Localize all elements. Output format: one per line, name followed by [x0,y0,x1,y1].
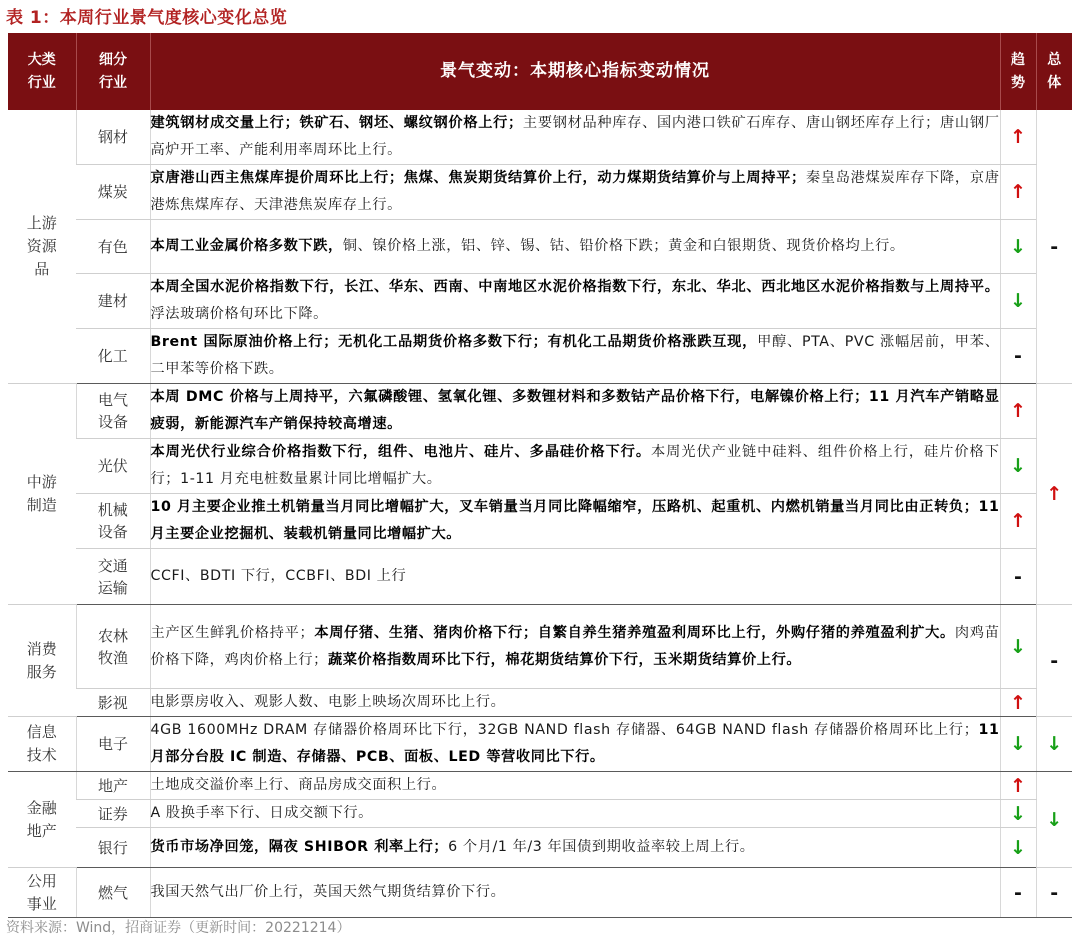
sub-industry-label: 交通 运输 [97,556,128,597]
sub-industry-cell [76,384,150,439]
table-body [8,110,1072,918]
header-major-industry [8,33,76,110]
indicator-description-cell [150,828,1000,868]
indicator-description-cell [150,772,1000,800]
sub-industry-label: 化工 [97,347,128,365]
header-trend-label: 趋 势 [1011,51,1025,91]
major-industry-cell [8,772,76,868]
sub-industry-label: 机械 设备 [97,501,128,541]
description-text: 土地成交溢价率上行、商品房成交面积上行。 [150,777,447,793]
sub-industry-label: 影视 [97,693,128,712]
major-industry-cell [8,605,76,717]
description-text: A 股换手率下行、日成交额下行。 [150,805,373,821]
overall-flat-icon: - [1036,605,1072,717]
table-row [8,717,1072,772]
sub-industry-label: 银行 [97,838,128,857]
trend-down-icon: ↓ [1000,439,1036,494]
table-row [8,800,1072,828]
indicator-description-cell [150,329,1000,384]
sub-industry-cell [76,220,150,274]
key-change-text: 本周全国水泥价格指数下行，长江、华东、西南、中南地区水泥价格指数下行，东北、华北、西北地区水泥价格指数与上周持平。 [150,279,1000,295]
table-row [8,329,1072,384]
sub-industry-cell [76,772,150,800]
description-text: 电影票房收入、观影人数、电影上映场次周环比上行。 [150,694,506,710]
header-overall [1036,33,1072,110]
header-desc-label: 景气变动：本期核心指标变动情况 [440,61,710,81]
key-change-text: 本周光伏行业综合价格指数下行，组件、电池片、硅片、多晶硅价格下行。 [150,444,652,460]
major-industry-cell [8,717,76,772]
key-change-text: 本周 DMC 价格与上周持平，六氟磷酸锂、氢氧化锂、多数锂材料和多数钴产品价格下行，电解镍价格上行；11 月汽车产销略显疲弱，新能源汽车产销保持较高增速。 [150,389,1000,432]
header-major-label: 大类 行业 [27,51,56,91]
sub-industry-cell [76,494,150,549]
description-text: 主要钢材品种库存、国内港口铁矿石库存、唐山钢坯库存上行；唐山钢厂高炉开工率、产能利用率周环比上行。 [150,115,1000,158]
sub-industry-label: 燃气 [97,883,128,902]
sub-industry-label: 地产 [97,776,128,795]
indicator-description-cell [150,549,1000,605]
indicator-description-cell [150,274,1000,329]
trend-up-icon: ↑ [1000,110,1036,165]
indicator-description-cell [150,800,1000,828]
description-text: 我国天然气出厂价上行，英国天然气期货结算价下行。 [150,884,506,900]
description-text: 秦皇岛港煤炭库存下降，京唐港炼焦煤库存、天津港焦炭库存上行。 [150,170,1000,213]
header-description [150,33,1000,110]
indicator-description-cell [150,384,1000,439]
trend-down-icon: ↓ [1000,828,1036,868]
sub-industry-label: 有色 [97,237,128,256]
trend-up-icon: ↑ [1000,689,1036,717]
indicator-description-cell [150,717,1000,772]
header-sub-industry [76,33,150,110]
indicator-description-cell [150,689,1000,717]
sub-industry-label: 光伏 [97,457,128,475]
key-change-text: 蔬菜价格指数周环比下行，棉花期货结算价下行，玉米期货结算价上行。 [327,651,802,668]
sub-industry-cell [76,165,150,220]
trend-up-icon: ↑ [1000,772,1036,800]
indicator-description-cell [150,494,1000,549]
major-industry-label: 公用 事业 [26,871,57,913]
overall-flat-icon: - [1036,868,1072,918]
trend-up-icon: ↑ [1000,384,1036,439]
trend-up-icon: ↑ [1000,165,1036,220]
sub-industry-label: 煤炭 [97,183,128,201]
sub-industry-cell [76,717,150,772]
sub-industry-cell [76,274,150,329]
header-trend [1000,33,1036,110]
trend-down-icon: ↓ [1000,605,1036,689]
description-text: CCFI、BDTI 下行，CCBFI、BDI 上行 [150,568,407,584]
description-text: 本周光伏产业链中硅料、组件价格上行，硅片价格下行；1-11 月充电桩数量累计同比增幅扩大。 [150,444,1000,487]
source-footnote: 资料来源：Wind，招商证券（更新时间：20221214） [6,920,351,936]
table-row [8,828,1072,868]
sub-industry-cell [76,439,150,494]
indicator-description-cell [150,439,1000,494]
table-row [8,384,1072,439]
key-change-text: 10 月主要企业推土机销量当月同比增幅扩大，叉车销量当月同比降幅缩窄，压路机、起重机、内燃机销量当月同比由正转负；11 月主要企业挖掘机、装载机销量同比增幅扩大。 [150,499,1000,542]
table-row [8,220,1072,274]
table-row [8,165,1072,220]
trend-down-icon: ↓ [1000,274,1036,329]
indicator-description-cell [150,220,1000,274]
table-row [8,110,1072,165]
overall-down-icon: ↓ [1036,772,1072,868]
table-row [8,605,1072,689]
indicator-description-cell [150,165,1000,220]
trend-flat-icon: - [1000,329,1036,384]
major-industry-label: 上游 资源 品 [26,214,57,278]
table-row [8,439,1072,494]
indicator-description-cell [150,110,1000,165]
industry-overview-table [8,33,1072,918]
major-industry-cell [8,868,76,918]
key-change-text: 本周仔猪、生猪、猪肉价格下行；自繁自养生猪养殖盈利周环比上行，外购仔猪的养殖盈利扩大。 [314,624,955,641]
table-row [8,868,1072,918]
description-text: 4GB 1600MHz DRAM 存储器价格周环比下行，32GB NAND flash 存储器、64GB NAND flash 存储器价格周环比上行； [150,722,979,738]
major-industry-label: 消费 服务 [26,639,57,681]
key-change-text: 11 月部分台股 IC 制造、存储器、PCB、面板、LED 等营收同比下行。 [150,722,1000,765]
table-row [8,689,1072,717]
sub-industry-cell [76,828,150,868]
sub-industry-label: 电气 设备 [97,391,128,431]
description-text: 铜、镍价格上涨，铝、锌、锡、钴、铅价格下跌；黄金和白银期货、现货价格均上行。 [342,238,905,254]
major-industry-label: 信息 技术 [26,723,57,764]
trend-flat-icon: - [1000,549,1036,605]
description-text: 6 个月/1 年/3 年国债到期收益率较上周上行。 [448,839,755,855]
sub-industry-cell [76,605,150,689]
trend-down-icon: ↓ [1000,220,1036,274]
description-text: 主产区生鲜乳价格持平； [150,624,315,641]
sub-industry-label: 建材 [97,292,128,310]
table-row [8,494,1072,549]
trend-down-icon: ↓ [1000,800,1036,828]
sub-industry-label: 电子 [97,735,128,753]
trend-down-icon: ↓ [1000,717,1036,772]
sub-industry-cell [76,800,150,828]
header-minor-label: 细分 行业 [99,51,127,91]
sub-industry-label: 证券 [97,804,128,823]
key-change-text: Brent 国际原油价格上行；无机化工品期货价格多数下行；有机化工品期货价格涨跌互现， [150,334,758,350]
description-text: 浮法玻璃价格旬环比下降。 [150,306,328,322]
key-change-text: 建筑钢材成交量上行；铁矿石、钢坯、螺纹钢价格上行； [150,115,523,131]
trend-up-icon: ↑ [1000,494,1036,549]
overall-up-icon: ↑ [1036,384,1072,605]
sub-industry-cell [76,868,150,918]
table-row [8,772,1072,800]
table-row [8,549,1072,605]
sub-industry-cell [76,689,150,717]
description-text: 肉鸡苗价格下降，鸡肉价格上行； [150,624,1000,668]
sub-industry-cell [76,110,150,165]
major-industry-cell [8,110,76,384]
key-change-text: 本周工业金属价格多数下跌， [150,238,343,254]
table-row [8,274,1072,329]
overall-flat-icon: - [1036,110,1072,384]
key-change-text: 京唐港山西主焦煤库提价周环比上行；焦煤、焦炭期货结算价上行，动力煤期货结算价与上周持平； [150,170,806,186]
sub-industry-cell [76,329,150,384]
key-change-text: 货币市场净回笼，隔夜 SHIBOR 利率上行； [150,839,449,855]
major-industry-label: 中游 制造 [26,473,57,514]
indicator-description-cell [150,868,1000,918]
sub-industry-cell [76,549,150,605]
overall-down-icon: ↓ [1036,717,1072,772]
major-industry-label: 金融 地产 [26,798,57,840]
description-text: 甲醇、PTA、PVC 涨幅居前，甲苯、二甲苯等价格下跌。 [150,334,1000,377]
table-title: 表 1：本周行业景气度核心变化总览 [6,8,288,28]
table-header-row [8,33,1072,110]
header-overall-label: 总 体 [1047,51,1062,91]
sub-industry-label: 农林 牧渔 [97,626,128,667]
trend-flat-icon: - [1000,868,1036,918]
major-industry-cell [8,384,76,605]
indicator-description-cell [150,605,1000,689]
sub-industry-label: 钢材 [97,128,128,146]
